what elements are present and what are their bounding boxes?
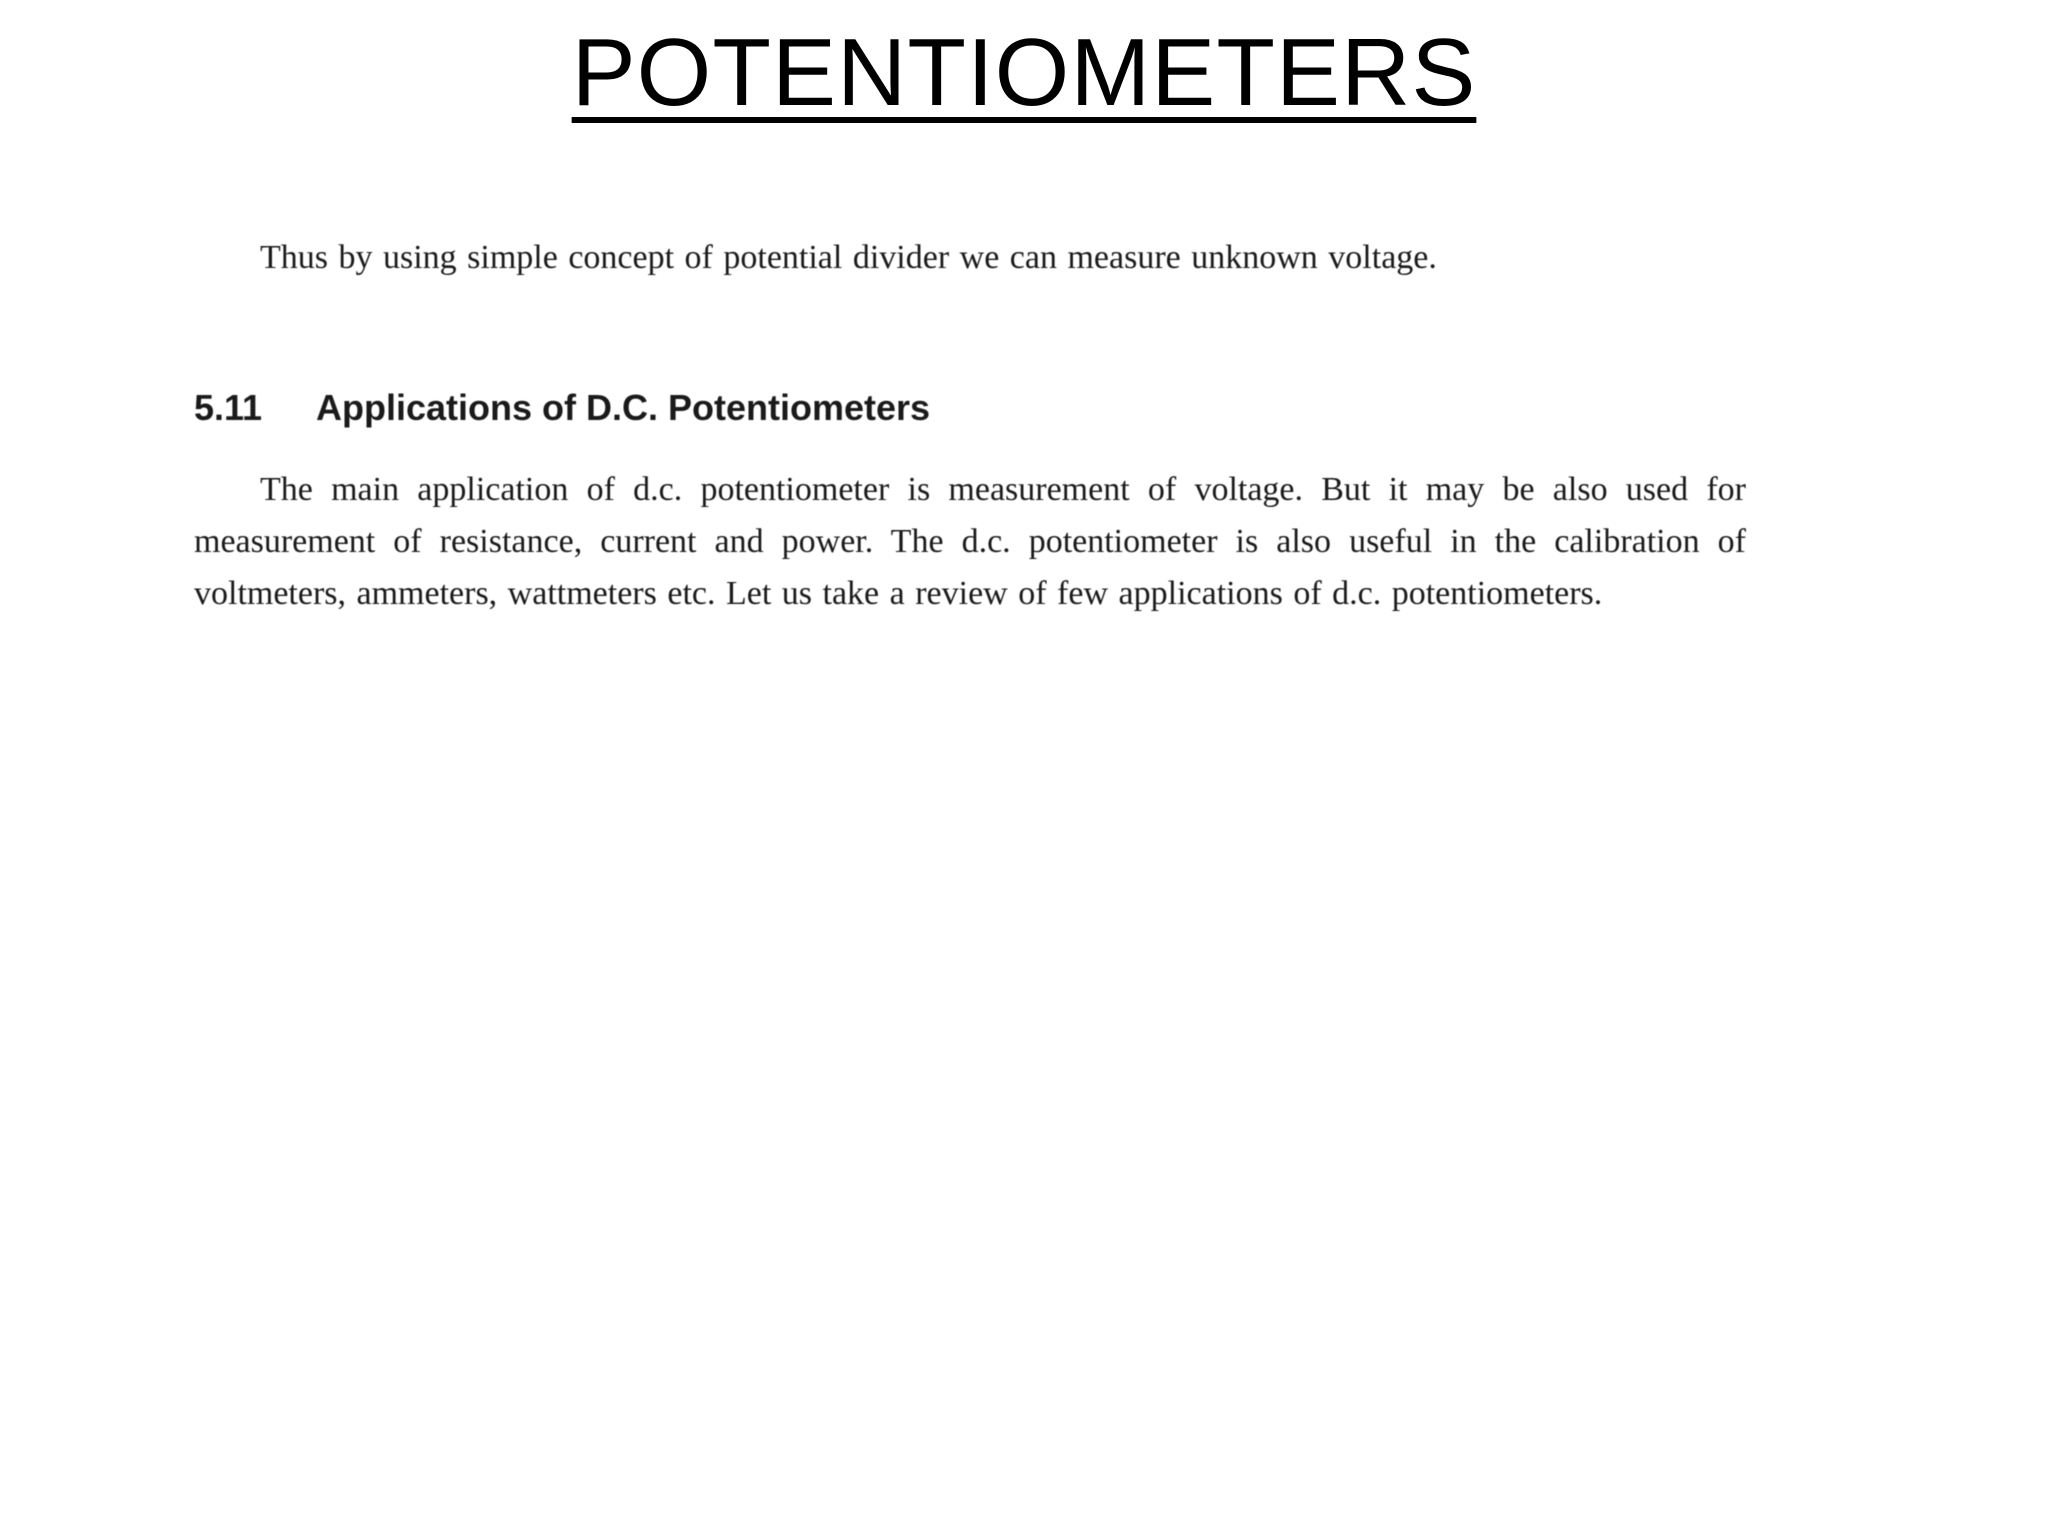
section-number: 5.11 bbox=[194, 387, 263, 428]
body-paragraph: The main application of d.c. potentiometer is measurement of voltage. But it may be also used for measurement of resistance, current and power. The d.c. potentiometer is also useful in the calibration of voltmeters, ammeters, wattmeters etc. Let us take a review of few applications of d.c. potentiometers. bbox=[194, 471, 1746, 612]
slide-title-text: POTENTIOMETERS bbox=[571, 19, 1477, 126]
section-title: Applications of D.C. Potentiometers bbox=[316, 387, 931, 428]
scanned-textbook-excerpt bbox=[194, 226, 1746, 686]
slide-title bbox=[0, 18, 2048, 128]
intro-paragraph: Thus by using simple concept of potential divider we can measure unknown voltage. bbox=[260, 239, 1437, 276]
section-heading bbox=[194, 386, 930, 430]
